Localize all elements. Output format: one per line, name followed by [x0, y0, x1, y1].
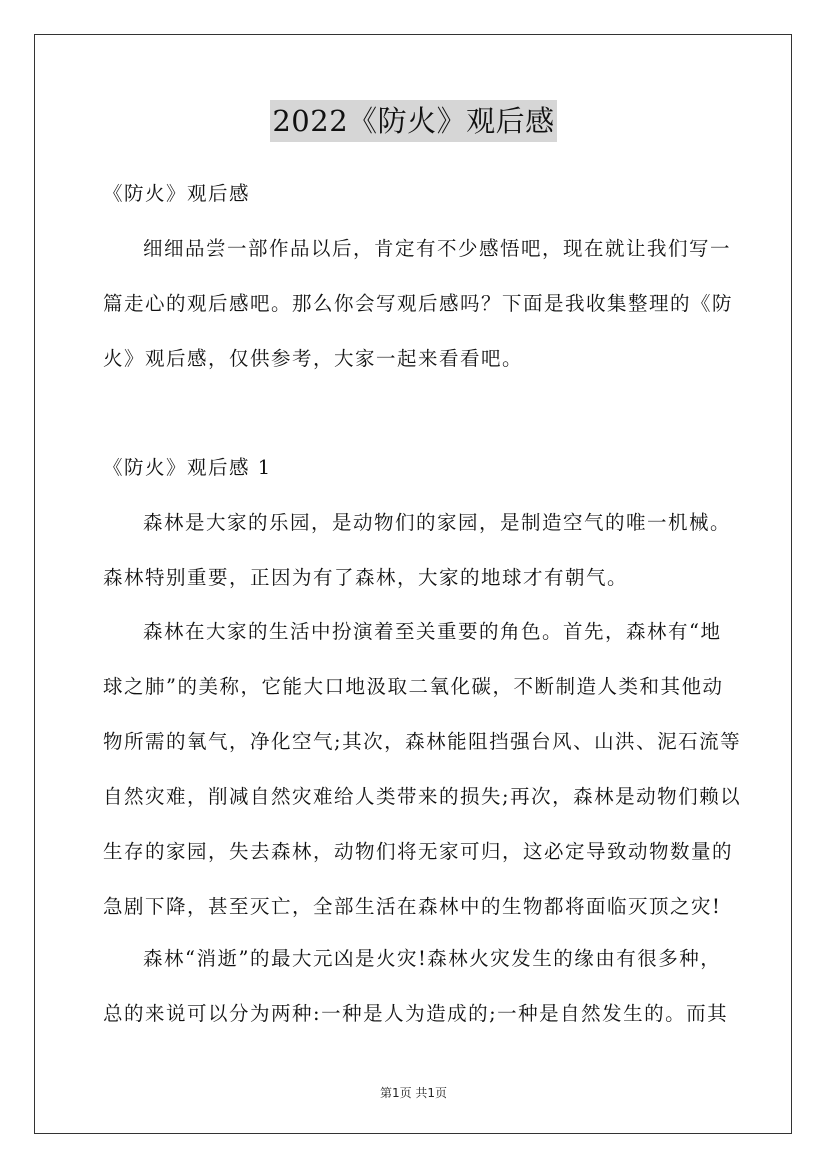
para2-line-6: 急剧下降，甚至灭亡，全部生活在森林中的生物都将面临灭顶之灾!	[103, 895, 722, 918]
title-container	[0, 100, 827, 142]
para2-line-5: 生存的家园，失去森林，动物们将无家可归，这必定导致动物数量的	[103, 840, 734, 863]
section-heading-text: 《防火》观后感 1	[103, 456, 272, 479]
para2-line-4: 自然灾难，削减自然灾难给人类带来的损失;再次，森林是动物们赖以	[103, 785, 742, 808]
page-footer	[0, 1084, 827, 1101]
page-number: 第1页 共1页	[379, 1086, 448, 1100]
para2-line-3: 物所需的氧气，净化空气;其次，森林能阻挡强台风、山洪、泥石流等	[103, 730, 742, 753]
para2-line-2: 球之肺”的美称，它能大口地汲取二氧化碳，不断制造人类和其他动	[103, 675, 724, 698]
para3-line-2: 总的来说可以分为两种:一种是人为造成的;一种是自然发生的。而其	[103, 1002, 729, 1025]
heading-text: 《防火》观后感	[103, 182, 251, 205]
para1-line-1: 森林是大家的乐园，是动物们的家园，是制造空气的唯一机械。	[143, 511, 732, 534]
intro-line-1: 细细品尝一部作品以后，肯定有不少感悟吧，现在就让我们写一	[143, 237, 732, 260]
intro-line-2: 篇走心的观后感吧。那么你会写观后感吗？下面是我收集整理的《防	[103, 292, 734, 315]
intro-line-3: 火》观后感，仅供参考，大家一起来看看吧。	[103, 347, 524, 370]
para3-line-1: 森林“消逝”的最大元凶是火灾!森林火灾发生的缘由有很多种，	[143, 947, 722, 970]
document-title: 2022《防火》观后感	[270, 100, 556, 142]
para2-line-1: 森林在大家的生活中扮演着至关重要的角色。首先，森林有“地	[143, 620, 722, 643]
para1-line-2: 森林特别重要，正因为有了森林，大家的地球才有朝气。	[103, 566, 629, 589]
